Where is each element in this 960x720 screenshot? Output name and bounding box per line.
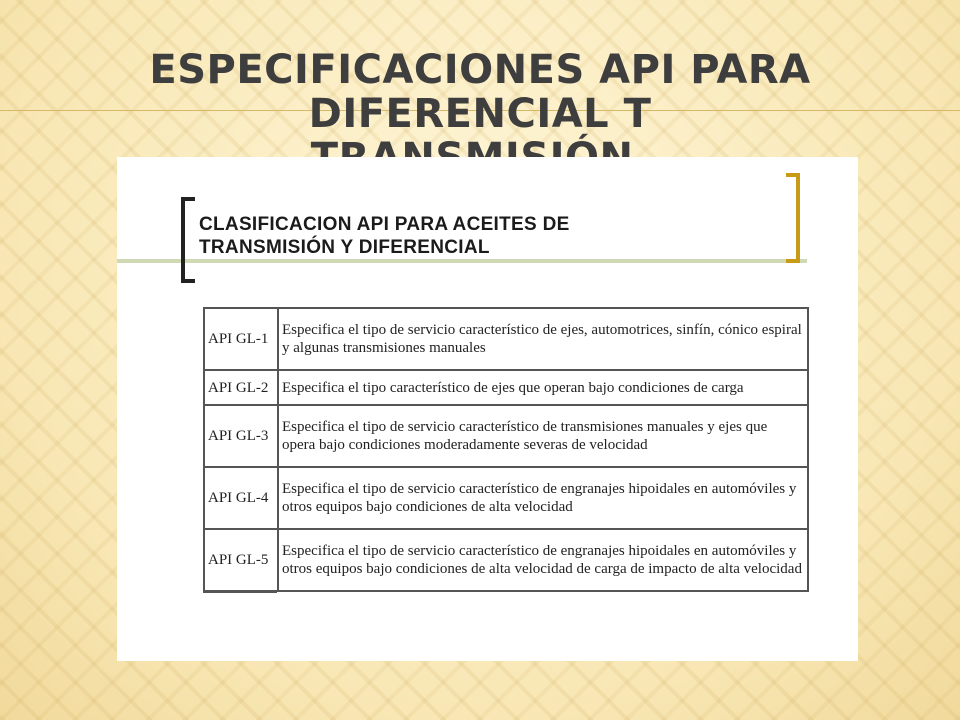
table-row [204, 308, 808, 370]
left-bracket-decoration [181, 197, 195, 283]
api-code-cell: API GL-5 [204, 529, 278, 591]
table-row [204, 370, 808, 405]
description-cell: Especifica el tipo de servicio característico de ejes, automotrices, sinfín, cónico espiral y algunas transmisiones manuales [278, 308, 808, 370]
api-code-cell: API GL-2 [204, 370, 278, 405]
image-heading-line-2: TRANSMISIÓN Y DIFERENCIAL [199, 237, 490, 258]
api-gl-table [203, 307, 809, 592]
api-code-cell: API GL-1 [204, 308, 278, 370]
description-cell: Especifica el tipo de servicio característico de engranajes hipoidales en automóviles y otros equipos bajo condiciones de alta velocidad [278, 467, 808, 529]
slide-title-line-1: ESPECIFICACIONES API PARA DIFERENCIAL T [149, 47, 811, 137]
description-cell: Especifica el tipo de servicio característico de transmisiones manuales y ejes que opera bajo condiciones moderadamente severas de velocidad [278, 405, 808, 467]
table-tail-line [203, 591, 277, 593]
api-classification-image [117, 157, 858, 661]
api-code-cell: API GL-3 [204, 405, 278, 467]
table-row [204, 529, 808, 591]
right-bracket-decoration [786, 173, 800, 263]
table-row [204, 405, 808, 467]
table-row [204, 467, 808, 529]
image-heading-line-1: CLASIFICACION API PARA ACEITES DE [199, 214, 570, 235]
description-cell: Especifica el tipo de servicio característico de engranajes hipoidales en automóviles y otros equipos bajo condiciones de alta velocidad de carga de impacto de alta velocidad [278, 529, 808, 591]
description-cell: Especifica el tipo característico de ejes que operan bajo condiciones de carga [278, 370, 808, 405]
image-heading [199, 213, 779, 259]
heading-underline [117, 259, 807, 263]
api-code-cell: API GL-4 [204, 467, 278, 529]
